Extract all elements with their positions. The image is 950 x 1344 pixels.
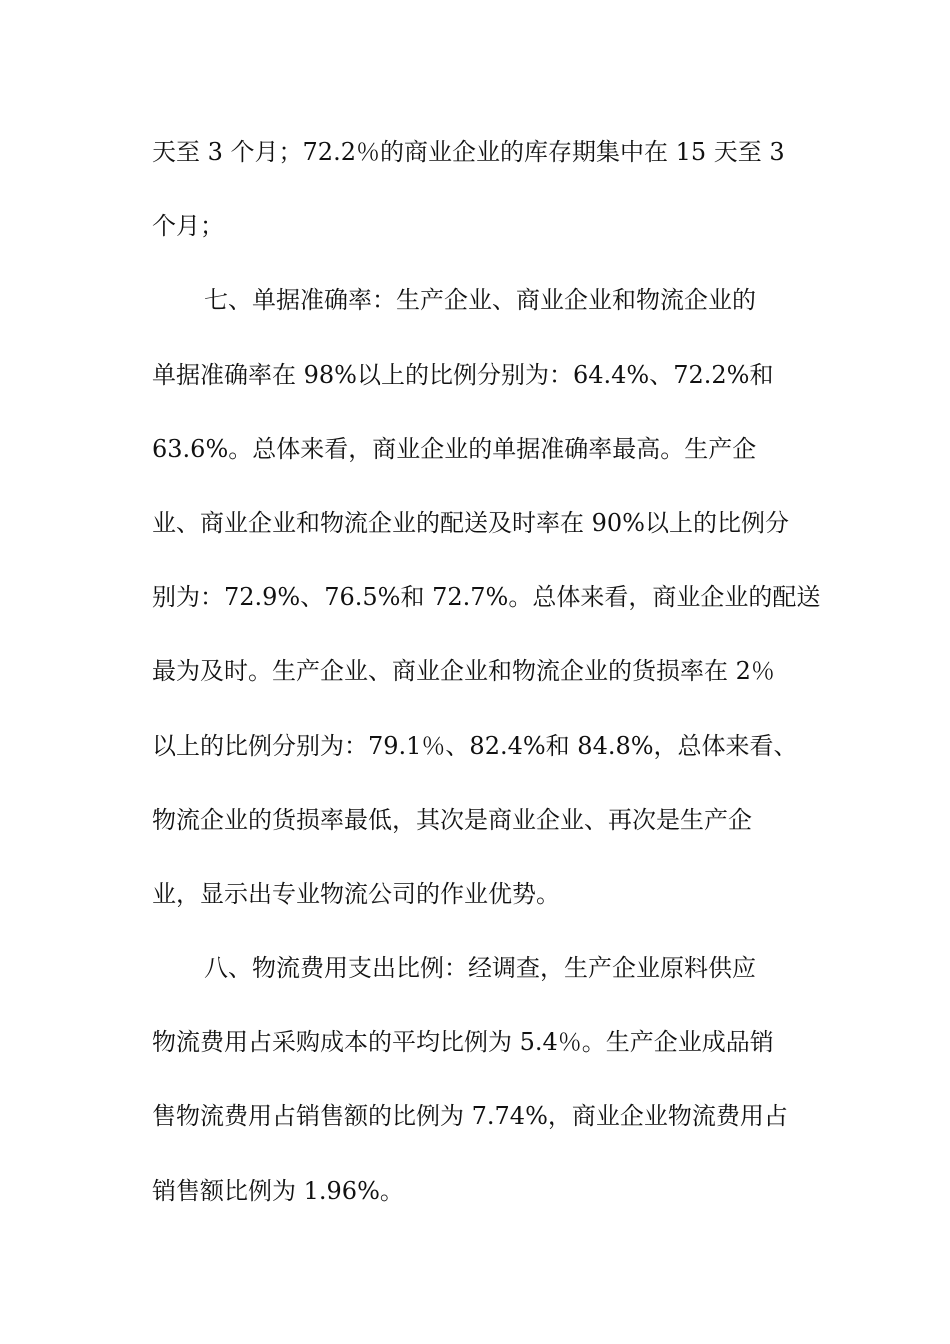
- section-heading-line: 七、单据准确率：生产企业、商业企业和物流企业的: [204, 286, 756, 315]
- text-line: 业、商业企业和物流企业的配送及时率在 90%以上的比例分: [152, 508, 789, 537]
- text-line: 物流费用占采购成本的平均比例为 5.4％。生产企业成品销: [152, 1028, 774, 1057]
- text-line: 63.6%。总体来看，商业企业的单据准确率最高。生产企: [152, 434, 757, 463]
- text-line: 别为：72.9%、76.5%和 72.7%。总体来看，商业企业的配送: [152, 583, 821, 612]
- text-line: 物流企业的货损率最低，其次是商业企业、再次是生产企: [152, 805, 752, 834]
- text-line: 销售额比例为 1.96%。: [152, 1176, 404, 1205]
- text-line: 最为及时。生产企业、商业企业和物流企业的货损率在 2％: [152, 657, 775, 686]
- text-line: 单据准确率在 98%以上的比例分别为：64.4%、72.2%和: [152, 360, 774, 389]
- text-line: 个月；: [152, 212, 224, 241]
- section-heading-line: 八、物流费用支出比例：经调查，生产企业原料供应: [204, 954, 756, 983]
- text-line: 天至 3 个月；72.2％的商业企业的库存期集中在 15 天至 3: [152, 138, 785, 166]
- body-text: [152, 130, 821, 1243]
- text-line: 以上的比例分别为：79.1％、82.4%和 84.8%，总体来看、: [152, 731, 798, 760]
- text-line: 售物流费用占销售额的比例为 7.74%，商业企业物流费用占: [152, 1102, 788, 1131]
- text-line: 业，显示出专业物流公司的作业优势。: [152, 879, 560, 908]
